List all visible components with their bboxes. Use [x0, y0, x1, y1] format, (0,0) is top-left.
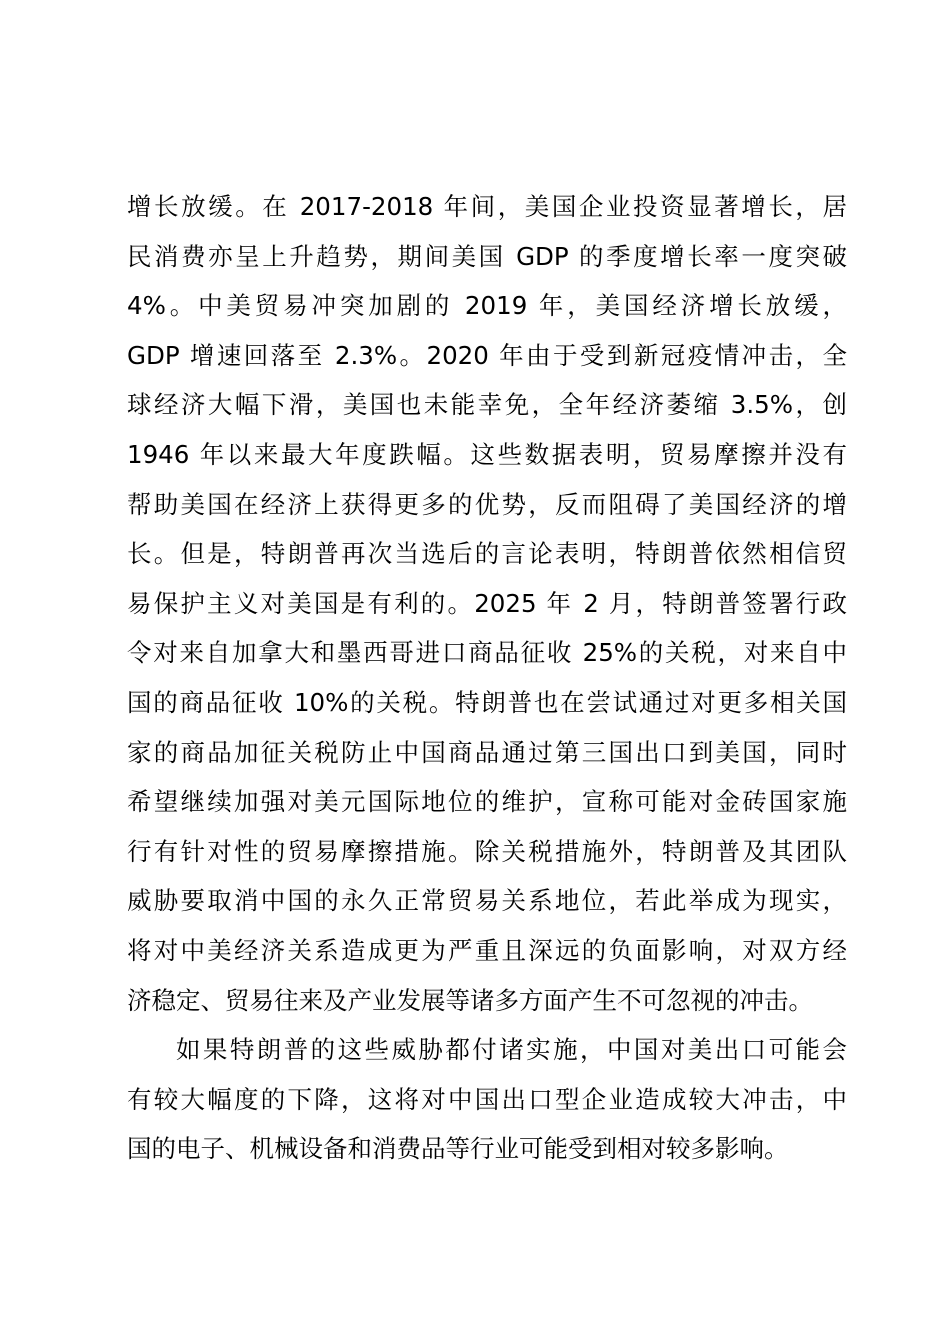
paragraph-end-line: 国的电子、机械设备和消费品等行业可能受到相对较多影响。 [127, 1134, 789, 1164]
text-line: 有较大幅度的下降，这将对中国出口型企业造成较大冲击，中 [127, 1084, 847, 1114]
text-line: 增长放缓。在 2017-2018 年间，美国企业投资显著增长，居 [127, 192, 847, 221]
body-text [127, 182, 847, 1174]
text-line: 国的商品征收 10%的关税。特朗普也在尝试通过对更多相关国 [127, 687, 847, 717]
text-line: 将对中美经济关系造成更为严重且深远的负面影响，对双方经 [127, 935, 847, 965]
text-line: 易保护主义对美国是有利的。2025 年 2 月，特朗普签署行政 [127, 588, 847, 618]
text-line: 球经济大幅下滑，美国也未能幸免，全年经济萎缩 3.5%，创 [127, 390, 847, 420]
text-line: 行有针对性的贸易摩擦措施。除关税措施外，特朗普及其团队 [127, 836, 847, 866]
text-line: 家的商品加征关税防止中国商品通过第三国出口到美国，同时 [127, 737, 847, 767]
text-line: 4%。中美贸易冲突加剧的 2019 年，美国经济增长放缓， [127, 291, 847, 321]
text-line: 令对来自加拿大和墨西哥进口商品征收 25%的关税，对来自中 [127, 638, 847, 668]
text-line: 希望继续加强对美元国际地位的维护，宣称可能对金砖国家施 [127, 787, 847, 817]
text-line: 民消费亦呈上升趋势，期间美国 GDP 的季度增长率一度突破 [127, 241, 847, 271]
paragraph-start-line: 如果特朗普的这些威胁都付诸实施，中国对美出口可能会 [176, 1035, 847, 1065]
text-line: 帮助美国在经济上获得更多的优势，反而阻碍了美国经济的增 [127, 489, 847, 519]
paragraph-end-line: 济稳定、贸易往来及产业发展等诸多方面产生不可忽视的冲击。 [127, 985, 813, 1015]
text-line: 1946 年以来最大年度跌幅。这些数据表明，贸易摩擦并没有 [127, 439, 847, 469]
text-line: GDP 增速回落至 2.3%。2020 年由于受到新冠疫情冲击，全 [127, 340, 847, 370]
text-line: 长。但是，特朗普再次当选后的言论表明，特朗普依然相信贸 [127, 539, 847, 569]
text-line: 威胁要取消中国的永久正常贸易关系地位，若此举成为现实， [127, 886, 847, 916]
